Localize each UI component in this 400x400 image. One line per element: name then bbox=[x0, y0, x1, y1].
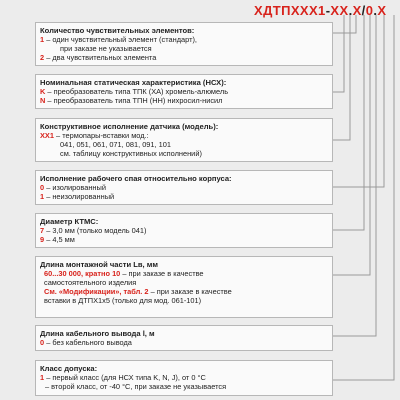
code-class: X bbox=[377, 3, 387, 18]
option-text: – преобразователь типа ТПК (ХА) хромель-алюмель bbox=[47, 87, 229, 97]
section-title: Длина монтажной части Lв, мм bbox=[40, 260, 159, 269]
option-key: См. «Модификации», табл. 2 bbox=[44, 287, 149, 297]
option-text: – один чувствительный элемент (стандарт), bbox=[46, 35, 197, 45]
code-dot-1: . bbox=[348, 3, 353, 18]
option-key: 1 bbox=[40, 35, 45, 45]
section-title: Исполнение рабочего спая относительно корпуса: bbox=[40, 174, 232, 183]
code-junction: 0 bbox=[365, 3, 374, 18]
section-title: Класс допуска: bbox=[40, 364, 98, 373]
section-title: Номинальная статическая характеристика (НСХ): bbox=[40, 78, 227, 87]
option-key: 9 bbox=[40, 235, 45, 245]
option-text: – 3,0 мм (только модель 041) bbox=[46, 226, 147, 236]
code-elements: 1 bbox=[318, 3, 326, 18]
option-text: – преобразователь типа ТПН (НН) нихросил-нисил bbox=[47, 96, 223, 106]
option-text: самостоятельного изделия bbox=[44, 278, 137, 288]
section-title: Конструктивное исполнение датчика (модель): bbox=[40, 122, 219, 131]
option-text: – два чувствительных элемента bbox=[46, 53, 157, 63]
option-key: 60...30 000, кратно 10 bbox=[44, 269, 121, 279]
section-title: Диаметр КТМС: bbox=[40, 217, 99, 226]
section-model bbox=[35, 118, 333, 162]
option-key: N bbox=[40, 96, 46, 106]
option-text: – второй класс, от -40 °С, при заказе не указывается bbox=[45, 382, 227, 392]
code-cable: X bbox=[352, 3, 362, 18]
option-key: 2 bbox=[40, 53, 45, 63]
option-key: XX1 bbox=[40, 131, 54, 141]
option-text: – первый класс (для НСХ типа K, N, J), от 0 °С bbox=[46, 373, 206, 383]
section-title: Количество чувствительных элементов: bbox=[40, 26, 195, 35]
connector-6 bbox=[333, 15, 370, 275]
option-text: при заказе не указывается bbox=[60, 44, 152, 54]
option-text: 041, 051, 061, 071, 081, 091, 101 bbox=[60, 140, 171, 150]
section-diameter bbox=[35, 213, 333, 248]
option-key: 0 bbox=[40, 338, 45, 348]
section-junction bbox=[35, 170, 333, 205]
option-key: K bbox=[40, 87, 46, 97]
code-dot-2: . bbox=[373, 3, 378, 18]
option-text: – изолированный bbox=[46, 183, 106, 193]
code-length: XX bbox=[330, 3, 349, 18]
option-text: – при заказе в качестве bbox=[122, 269, 204, 279]
option-text: – при заказе в качестве bbox=[150, 287, 232, 297]
option-text: – неизолированный bbox=[46, 192, 115, 202]
section-nsh bbox=[35, 74, 333, 109]
connector-3 bbox=[333, 15, 350, 140]
section-length bbox=[35, 256, 333, 318]
connector-8 bbox=[333, 15, 394, 380]
code-prefix: ХДТП bbox=[254, 3, 291, 18]
option-text: см. таблицу конструктивных исполнений) bbox=[60, 149, 202, 159]
section-title: Длина кабельного вывода l, м bbox=[40, 329, 155, 338]
connector-5 bbox=[333, 15, 364, 230]
section-class bbox=[35, 360, 333, 396]
code-model: XXX bbox=[290, 3, 319, 18]
connector-4 bbox=[333, 15, 384, 187]
option-text: – без кабельного вывода bbox=[46, 338, 132, 348]
option-key: 1 bbox=[40, 192, 45, 202]
option-key: 1 bbox=[40, 373, 45, 383]
option-key: 7 bbox=[40, 226, 45, 236]
connector-2 bbox=[333, 15, 344, 92]
section-sensor-count bbox=[35, 22, 333, 66]
section-cable bbox=[35, 325, 333, 351]
code-slash: / bbox=[361, 3, 366, 18]
order-code bbox=[254, 3, 386, 18]
option-text: вставки в ДТПХ1х5 (только для мод. 061-101) bbox=[44, 296, 202, 306]
connector-7 bbox=[333, 15, 376, 336]
code-dash: - bbox=[325, 3, 331, 18]
option-key: 0 bbox=[40, 183, 45, 193]
option-text: – 4,5 мм bbox=[46, 235, 75, 245]
option-text: – термопары-вставки мод.: bbox=[56, 131, 149, 141]
